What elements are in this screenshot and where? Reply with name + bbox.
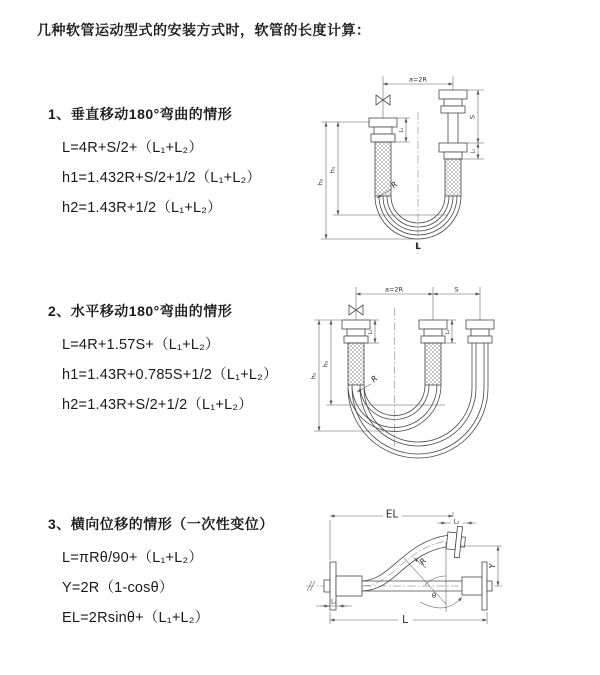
diagram-horizontal-180-bend <box>305 280 600 470</box>
section-1-formula-h2: h2=1.43R+1/2（L₁+L₂） <box>62 200 222 216</box>
dim-label-h1: h₁ <box>321 360 330 368</box>
dim-label-L2: L₂ <box>445 329 451 335</box>
section-2-formula-h2: h2=1.43R+S/2+1/2（L₁+L₂） <box>62 397 253 413</box>
dimensions-3 <box>316 508 502 626</box>
dim-label-h1: h₁ <box>328 166 337 174</box>
dim-label-L2: L₂ <box>470 148 477 154</box>
dim-label-R: R <box>369 373 380 385</box>
dim-label-L: L <box>415 242 421 252</box>
section-3-heading: 3、横向位移的情形（一次性变位） <box>48 516 274 532</box>
hose-drawing-1 <box>369 76 467 254</box>
diagram-lateral-displacement <box>300 498 600 643</box>
dim-label-L2: L₂ <box>453 518 460 526</box>
section-3-formula-Y: Y=2R（1-cosθ） <box>62 580 174 596</box>
section-1-formula-h1: h1=1.432R+S/2+1/2（L₁+L₂） <box>62 170 262 186</box>
hose-drawing-2 <box>342 287 494 458</box>
braided-hose-right <box>445 159 461 196</box>
section-2 <box>48 301 278 420</box>
dim-label-R: R <box>417 556 429 567</box>
dim-label-EL: EL <box>385 508 399 521</box>
dim-label-L1: L₁ <box>368 329 374 335</box>
u-bend-arcs-shifted <box>348 388 488 458</box>
dim-label-a2r: a=2R <box>384 285 404 294</box>
dim-label-h2: h₂ <box>309 372 318 380</box>
dim-label-h2: h₂ <box>316 178 325 186</box>
s-curve-hose <box>362 535 451 591</box>
section-1-heading: 1、垂直移动180°弯曲的情形 <box>48 106 233 122</box>
section-1 <box>48 104 261 223</box>
dim-label-L1: L₁ <box>331 598 337 606</box>
diagram-vertical-180-bend <box>310 70 595 265</box>
dim-label-L1: L₁ <box>399 127 405 133</box>
shifted-hose-walls <box>472 343 488 388</box>
section-3 <box>48 514 274 633</box>
section-2-formula-L: L=4R+1.57S+（L₁+L₂） <box>62 337 220 353</box>
dim-label-theta: θ <box>431 592 437 600</box>
dim-label-a2r: a=2R <box>408 75 428 84</box>
braided-hose-left <box>348 343 364 385</box>
section-2-formula-h1: h1=1.43R+0.785S+1/2（L₁+L₂） <box>62 367 278 383</box>
hose-drawing-3 <box>306 525 505 610</box>
upper-flange <box>445 525 466 558</box>
section-1-formula-L: L=4R+S/2+（L₁+L₂） <box>62 140 204 156</box>
braided-hose-middle <box>425 343 441 385</box>
dim-label-Y: Y <box>488 563 497 569</box>
dim-label-L: L <box>402 614 408 626</box>
dim-label-R: R <box>389 179 400 191</box>
page-title: 几种软管运动型式的安装方式时，软管的长度计算： <box>37 22 371 38</box>
section-3-formula-EL: EL=2Rsinθ+（L₁+L₂） <box>62 610 210 626</box>
dim-label-S: S <box>454 285 459 294</box>
section-3-formula-L: L=πRθ/90+（L₁+L₂） <box>62 550 204 566</box>
dim-label-S: S <box>468 114 477 120</box>
braided-hose-left <box>375 142 391 196</box>
section-2-heading: 2、水平移动180°弯曲的情形 <box>48 303 233 319</box>
